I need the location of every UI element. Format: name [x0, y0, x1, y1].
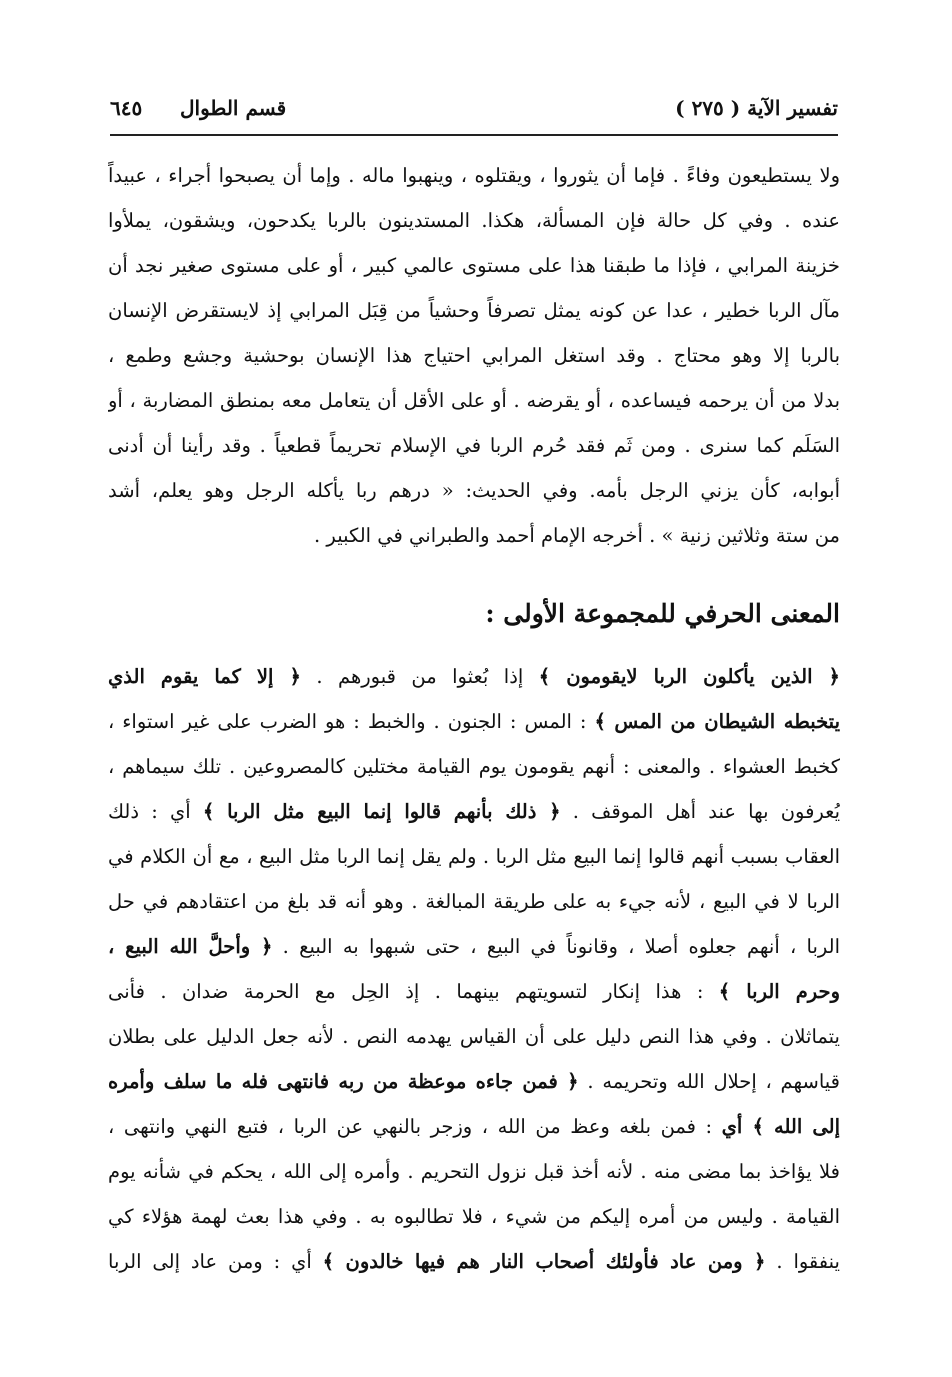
verse-reference: تفسير الآية ( ٢٧٥ ) — [675, 96, 838, 120]
quran-quote: ﴿ الذين يأكلون الربا لايقومون ﴾ — [538, 665, 840, 688]
quran-quote: ﴿ فمن جاءه موعظة من ربه فانتهى فله ما سلف وأمره — [108, 1070, 579, 1093]
text-line — [108, 1014, 840, 1059]
header-divider — [110, 134, 838, 136]
text-line — [108, 744, 840, 789]
text-line — [108, 789, 840, 834]
text-line — [108, 699, 840, 744]
text-line: ولا يستطيعون وفاءً . فإما أن يثوروا ، ويقتلوه ، وينهبوا ماله . وإما أن يصبحوا أجراء ، عبيداً — [108, 164, 840, 187]
commentary-text: فلا يؤاخذ بما مضى منه . لأنه أخذ قبل نزول التحريم . وأمره إلى الله ، يحكم في شأنه يوم — [108, 1160, 840, 1183]
page-number: ٦٤٥ — [110, 96, 143, 120]
text-line: بدلا من أن يرحمه فيساعده ، أو يقرضه . أو على الأقل أن يتعامل معه بمنطق المضاربة ، أو — [108, 389, 840, 412]
text-line — [108, 654, 840, 699]
quran-quote: يتخبطه الشيطان من المس ﴾ — [594, 710, 840, 733]
commentary-text: : فمن بلغه وعظ من الله ، وزجر بالنهي عن الربا ، فتبع النهي وانتهى ، — [108, 1115, 722, 1138]
text-line: بالربا إلا وهو محتاج . وقد استغل المرابي احتياج هذا الإنسان بوحشية وجشع وطمع ، — [108, 344, 840, 367]
text-line — [108, 969, 840, 1014]
text-line — [108, 879, 840, 924]
commentary-text: العقاب بسبب أنهم قالوا إنما البيع مثل الربا . ولم يقل إنما الربا مثل البيع ، مع أن الكلام في — [108, 845, 840, 868]
quran-quote: ﴿ وأحلَّ الله البيع ، — [108, 935, 273, 958]
commentary-text: إذا بُعثوا من قبورهم . — [300, 665, 539, 688]
quran-quote: وحرم الربا ﴾ — [718, 980, 840, 1003]
text-line — [108, 1104, 840, 1149]
text-line — [108, 1059, 840, 1104]
quran-quote: ﴿ ذلك بأنهم قالوا إنما البيع مثل الربا ﴾ — [202, 800, 561, 823]
text-line: من ستة وثلاثين زنية » . أخرجه الإمام أحمد والطبراني في الكبير . — [314, 524, 840, 547]
text-line: مآل الربا خطير ، عدا عن كونه يمثل تصرفاً وحشياً من قِبَل المرابي إذ لايستقرض الإنسان — [108, 299, 840, 322]
text-line — [108, 1239, 840, 1284]
text-line: خزينة المرابي ، فإذا ما طبقنا هذا على مستوى عالمي كبير ، أو على مستوى صغير نجد أن — [108, 254, 840, 277]
commentary-text: كخبط العشواء . والمعنى : أنهم يقومون يوم القيامة مختلين كالمصروعين . تلك سيماهم ، — [108, 755, 840, 778]
text-line — [108, 1149, 840, 1194]
commentary-text: يتماثلان . وفي هذا النص دليل على أن القياس يهدمه النص . لأنه جعل الدليل على بطلان — [108, 1025, 840, 1048]
commentary-text: يُعرفون بها عند أهل الموقف . — [560, 800, 840, 823]
commentary-text: قياسهم ، إحلال الله وتحريمه . — [578, 1070, 840, 1093]
text-line — [108, 924, 840, 969]
intro-paragraph — [108, 153, 840, 558]
quran-quote: ﴿ ومن عاد فأولئك أصحاب النار هم فيها خالدون ﴾ — [322, 1250, 766, 1273]
commentary-text: أي : ومن عاد إلى الربا — [108, 1250, 323, 1273]
quran-quote: إلى الله ﴾ أي — [721, 1115, 840, 1138]
text-line: عنده . وفي كل حالة فإن المسألة، هكذا. المستدينون بالربا يكدحون، ويشقون، يملأوا — [108, 209, 840, 232]
commentary-text: : هذا إنكار لتسويتهم بينهما . إذ الحِل مع الحرمة ضدان . فأنى — [108, 980, 719, 1003]
section-title: قسم الطوال — [180, 96, 287, 120]
text-line — [108, 834, 840, 879]
commentary-text: أي : ذلك — [108, 800, 203, 823]
commentary-text: القيامة . وليس من أمره إليكم من شيء ، فلا تطالبوه به . وفي هذا بعث لهمة هؤلاء كي — [108, 1205, 840, 1228]
quran-quote: ﴿ إلا كما يقوم الذي — [108, 665, 301, 688]
text-line: أبوابه، كأن يزني الرجل بأمه. وفي الحديث: « درهم ربا يأكله الرجل وهو يعلم، أشد — [108, 479, 840, 502]
page-header — [110, 96, 838, 130]
commentary-text: ينفقوا . — [765, 1250, 840, 1273]
commentary-text: الربا ، أنهم جعلوه أصلا ، وقانوناً في البيع ، حتى شبهوا به البيع . — [272, 935, 840, 958]
commentary-paragraph — [108, 654, 840, 1284]
text-line: السَلَم كما سنرى . ومن ثَم فقد حُرم الربا في الإسلام تحريماً قطعياً . وقد رأينا أن أدنى — [108, 434, 840, 457]
commentary-text: الربا لا في البيع ، لأنه جيء به على طريقة المبالغة . وهو أنه قد بلغ من اعتقادهم في حل — [108, 890, 840, 913]
text-line — [108, 1194, 840, 1239]
section-heading: المعنى الحرفي للمجموعة الأولى : — [485, 599, 840, 628]
commentary-text: : المس : الجنون . والخبط : هو الضرب على غير استواء ، — [108, 710, 595, 733]
